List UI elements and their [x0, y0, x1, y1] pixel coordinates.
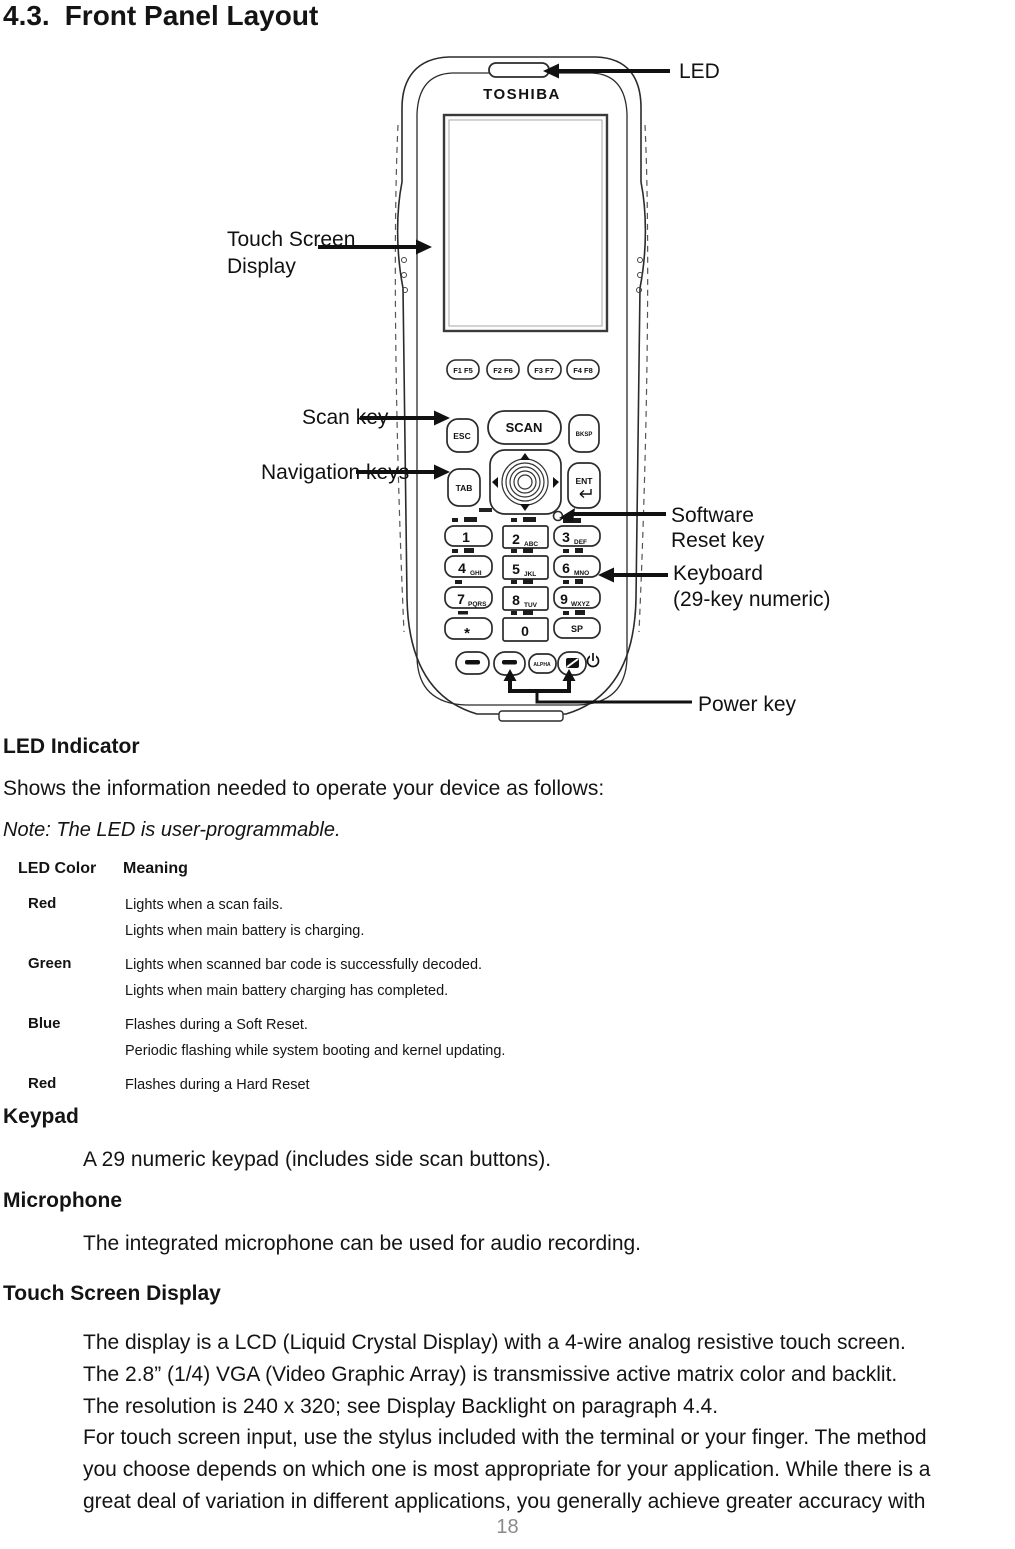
- table-row-meaning: [125, 953, 482, 1004]
- key-legend-mark: [523, 548, 533, 553]
- table-header-meaning: Meaning: [123, 860, 188, 877]
- key-legend-mark: [563, 611, 569, 615]
- paragraph-line: you choose depends on which one is most appropriate for your application. While there is a: [83, 1458, 931, 1482]
- key-legend-mark: [523, 579, 533, 584]
- key-4-label: 4: [458, 560, 466, 576]
- paragraph-line: The resolution is 240 x 320; see Display Backlight on paragraph 4.4.: [83, 1394, 719, 1418]
- key-legend-mark: [458, 611, 468, 615]
- key-1-label: 1: [462, 529, 470, 545]
- label-touch-screen-line2: Display: [227, 255, 296, 278]
- key-9-letters: WXYZ: [571, 601, 590, 608]
- label-power-key: Power key: [698, 693, 797, 716]
- led-indicator-intro: Shows the information needed to operate your device as follows:: [3, 777, 605, 800]
- table-cell-line: Lights when a scan fails.: [125, 897, 283, 913]
- key-5-label: 5: [512, 561, 520, 577]
- dash-icon: [502, 660, 517, 665]
- label-touch-screen-display: [227, 226, 355, 280]
- key-4-letters: GHI: [470, 570, 482, 577]
- key-star-label: *: [464, 625, 470, 642]
- key-scan-label: SCAN: [505, 420, 543, 435]
- heading-microphone: Microphone: [3, 1189, 122, 1212]
- section-title-text: Front Panel Layout: [64, 0, 319, 31]
- label-software-reset-line2: Reset key: [671, 529, 765, 552]
- key-legend-mark: [511, 580, 517, 584]
- key-6-letters: MNO: [574, 570, 590, 577]
- table-header-led-color: LED Color: [18, 860, 97, 877]
- table-cell-line: Lights when main battery charging has completed.: [125, 982, 449, 999]
- label-led: LED: [679, 60, 720, 83]
- key-legend-mark: [563, 549, 569, 553]
- microphone-body: The integrated microphone can be used for audio recording.: [83, 1232, 642, 1255]
- table-cell-line: Lights when main battery is charging.: [125, 922, 365, 939]
- key-esc-label: ESC: [453, 431, 471, 441]
- key-0-label: 0: [521, 623, 529, 639]
- section-number: 4.3.: [3, 0, 50, 31]
- heading-led-indicator: LED Indicator: [3, 735, 140, 758]
- led-indicator-note: Note: The LED is user-programmable.: [3, 819, 341, 841]
- touch-screen-inner: [449, 120, 602, 326]
- label-keyboard: [673, 561, 831, 612]
- key-legend-mark: [511, 611, 517, 615]
- key-6-label: 6: [562, 560, 570, 576]
- key-legend-mark: [575, 548, 583, 553]
- table-row-meaning: [125, 1013, 505, 1064]
- label-software-reset-key: [671, 503, 764, 553]
- key-f2f6-label: F2 F6: [493, 366, 513, 375]
- mic-legend-mark: [479, 508, 492, 512]
- key-9-label: 9: [560, 591, 568, 607]
- label-touch-screen-line1: Touch Screen: [227, 228, 356, 251]
- key-legend-mark: [464, 548, 474, 553]
- paragraph-line: For touch screen input, use the stylus included with the terminal or your finger. The method: [83, 1426, 927, 1450]
- key-4: [445, 556, 492, 577]
- table-row-color: Blue: [28, 1015, 61, 1032]
- brand-logo: TOSHIBA: [483, 86, 561, 103]
- key-sp-label: SP: [570, 624, 584, 634]
- key-legend-mark: [575, 579, 583, 584]
- key-legend-mark: [452, 518, 458, 522]
- software-reset-hole: [554, 512, 563, 521]
- label-navigation-keys: Navigation keys: [261, 461, 410, 484]
- key-2-label: 2: [512, 531, 520, 547]
- key-legend-mark: [523, 517, 536, 522]
- key-legend-mark: [452, 549, 458, 553]
- key-legend-mark: [511, 549, 517, 553]
- key-5-letters: JKL: [524, 571, 537, 578]
- key-3-letters: DEF: [574, 539, 587, 546]
- paragraph-line: The display is a LCD (Liquid Crystal Display) with a 4-wire analog resistive touch screen.: [83, 1331, 906, 1354]
- paragraph-line: great deal of variation in different applications, you generally achieve greater accuracy with: [83, 1489, 926, 1513]
- led-indicator-lamp: [489, 63, 549, 77]
- key-tab-label: TAB: [455, 483, 473, 493]
- table-row-color: Red: [28, 895, 57, 912]
- table-cell-line: Lights when scanned bar code is successfully decoded.: [125, 957, 483, 973]
- page-number: 18: [496, 1516, 519, 1538]
- key-legend-mark: [523, 610, 533, 615]
- table-cell-line: Flashes during a Hard Reset: [125, 1077, 310, 1093]
- label-keyboard-line1: Keyboard: [673, 562, 763, 585]
- key-f4f8-label: F4 F8: [573, 366, 593, 375]
- key-legend-mark: [511, 518, 517, 522]
- heading-keypad: Keypad: [3, 1105, 79, 1128]
- key-8-label: 8: [512, 592, 520, 608]
- heading-touch-screen-display: Touch Screen Display: [3, 1282, 221, 1305]
- table-cell-line: Periodic flashing while system booting and kernel updating.: [125, 1042, 506, 1059]
- table-row-color: Green: [28, 955, 72, 972]
- key-7-letters: PQRS: [468, 601, 487, 608]
- table-cell-line: Flashes during a Soft Reset.: [125, 1017, 308, 1033]
- key-2-letters: ABC: [524, 541, 539, 548]
- key-f1f5-label: F1 F5: [453, 366, 473, 375]
- key-f3f7-label: F3 F7: [534, 366, 554, 375]
- label-software-reset-line1: Software: [671, 504, 754, 527]
- key-legend-mark: [563, 580, 569, 584]
- label-keyboard-line2: (29-key numeric): [673, 587, 831, 611]
- table-row-meaning: [125, 1073, 310, 1099]
- device-diagram: [0, 0, 1015, 730]
- key-legend-mark: [455, 580, 462, 584]
- touch-screen-paragraph: [83, 1327, 931, 1518]
- key-legend-mark: [464, 517, 477, 522]
- bottom-notch: [499, 711, 563, 721]
- table-row-color: Red: [28, 1075, 57, 1092]
- key-legend-mark: [575, 610, 585, 615]
- key-bksp-label: BKSP: [575, 432, 593, 438]
- key-8-letters: TUV: [524, 602, 537, 609]
- dash-icon: [465, 660, 480, 665]
- key-alpha-label: ALPHA: [533, 662, 551, 668]
- key-ent-label: ENT: [575, 476, 593, 486]
- paragraph-line: The 2.8” (1/4) VGA (Video Graphic Array) is transmissive active matrix color and backlit.: [83, 1362, 898, 1386]
- key-3-label: 3: [562, 529, 570, 545]
- keypad-body: A 29 numeric keypad (includes side scan buttons).: [83, 1148, 552, 1171]
- label-scan-key: Scan key: [302, 406, 389, 429]
- key-7-label: 7: [457, 591, 465, 607]
- table-row-meaning: [125, 893, 364, 944]
